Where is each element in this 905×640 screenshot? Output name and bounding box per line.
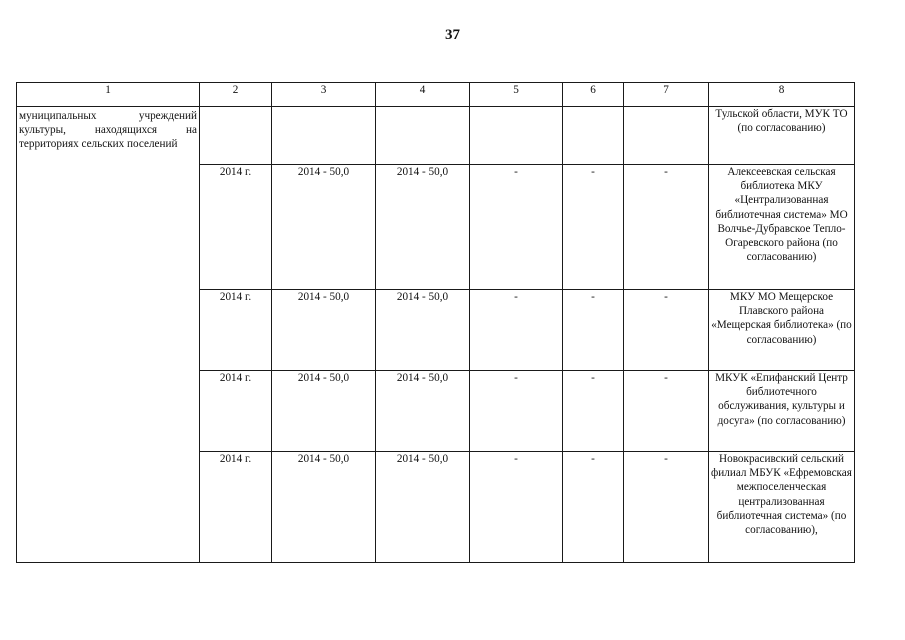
table-cell-empty — [200, 107, 272, 165]
column-header: 4 — [376, 83, 470, 107]
funding-source-cell: 2014 - 50,0 — [376, 371, 470, 452]
executor-cell: МКУК «Епифанский Центр библиотечного обслуживания, культуры и досуга» (по согласованию) — [709, 371, 855, 452]
funding-cell: - — [470, 452, 563, 563]
column-header: 5 — [470, 83, 563, 107]
funding-total-cell: 2014 - 50,0 — [272, 371, 376, 452]
table-cell-empty — [563, 107, 624, 165]
executor-cell: МКУ МО Мещерское Плавского района «Мещерская библиотека» (по согласованию) — [709, 290, 855, 371]
funding-cell: - — [624, 165, 709, 290]
column-header: 3 — [272, 83, 376, 107]
program-table — [16, 82, 855, 563]
year-cell: 2014 г. — [200, 290, 272, 371]
funding-total-cell: 2014 - 50,0 — [272, 452, 376, 563]
funding-cell: - — [563, 452, 624, 563]
year-cell: 2014 г. — [200, 371, 272, 452]
funding-cell: - — [624, 452, 709, 563]
funding-total-cell: 2014 - 50,0 — [272, 290, 376, 371]
table-cell-empty — [272, 107, 376, 165]
funding-cell: - — [563, 165, 624, 290]
funding-cell: - — [563, 290, 624, 371]
table-cell-empty — [376, 107, 470, 165]
column-header: 8 — [709, 83, 855, 107]
page-number: 37 — [445, 27, 460, 43]
table-header-row — [17, 83, 855, 107]
funding-cell: - — [470, 165, 563, 290]
funding-cell: - — [624, 371, 709, 452]
table-row — [17, 107, 855, 165]
column-header: 6 — [563, 83, 624, 107]
column-header: 2 — [200, 83, 272, 107]
funding-total-cell: 2014 - 50,0 — [272, 165, 376, 290]
executor-cell: Алексеевская сельская библиотека МКУ «Централизованная библиотечная система» МО Волчье-Дубравское Тепло-Огаревского района (по согласованию) — [709, 165, 855, 290]
column-header: 1 — [17, 83, 200, 107]
funding-cell: - — [470, 290, 563, 371]
executor-cell: Новокрасивский сельский филиал МБУК «Ефремовская межпоселенческая централизованная библиотечная система» (по согласованию), — [709, 452, 855, 563]
funding-source-cell: 2014 - 50,0 — [376, 165, 470, 290]
table-cell-empty — [470, 107, 563, 165]
year-cell: 2014 г. — [200, 452, 272, 563]
year-cell: 2014 г. — [200, 165, 272, 290]
column-header: 7 — [624, 83, 709, 107]
measure-description: муниципальных учреждений культуры, находящихся на территориях сельских поселений — [17, 107, 200, 563]
funding-cell: - — [470, 371, 563, 452]
executor-cell: Тульской области, МУК ТО (по согласованию) — [709, 107, 855, 165]
funding-cell: - — [563, 371, 624, 452]
funding-source-cell: 2014 - 50,0 — [376, 452, 470, 563]
funding-cell: - — [624, 290, 709, 371]
funding-source-cell: 2014 - 50,0 — [376, 290, 470, 371]
table-cell-empty — [624, 107, 709, 165]
